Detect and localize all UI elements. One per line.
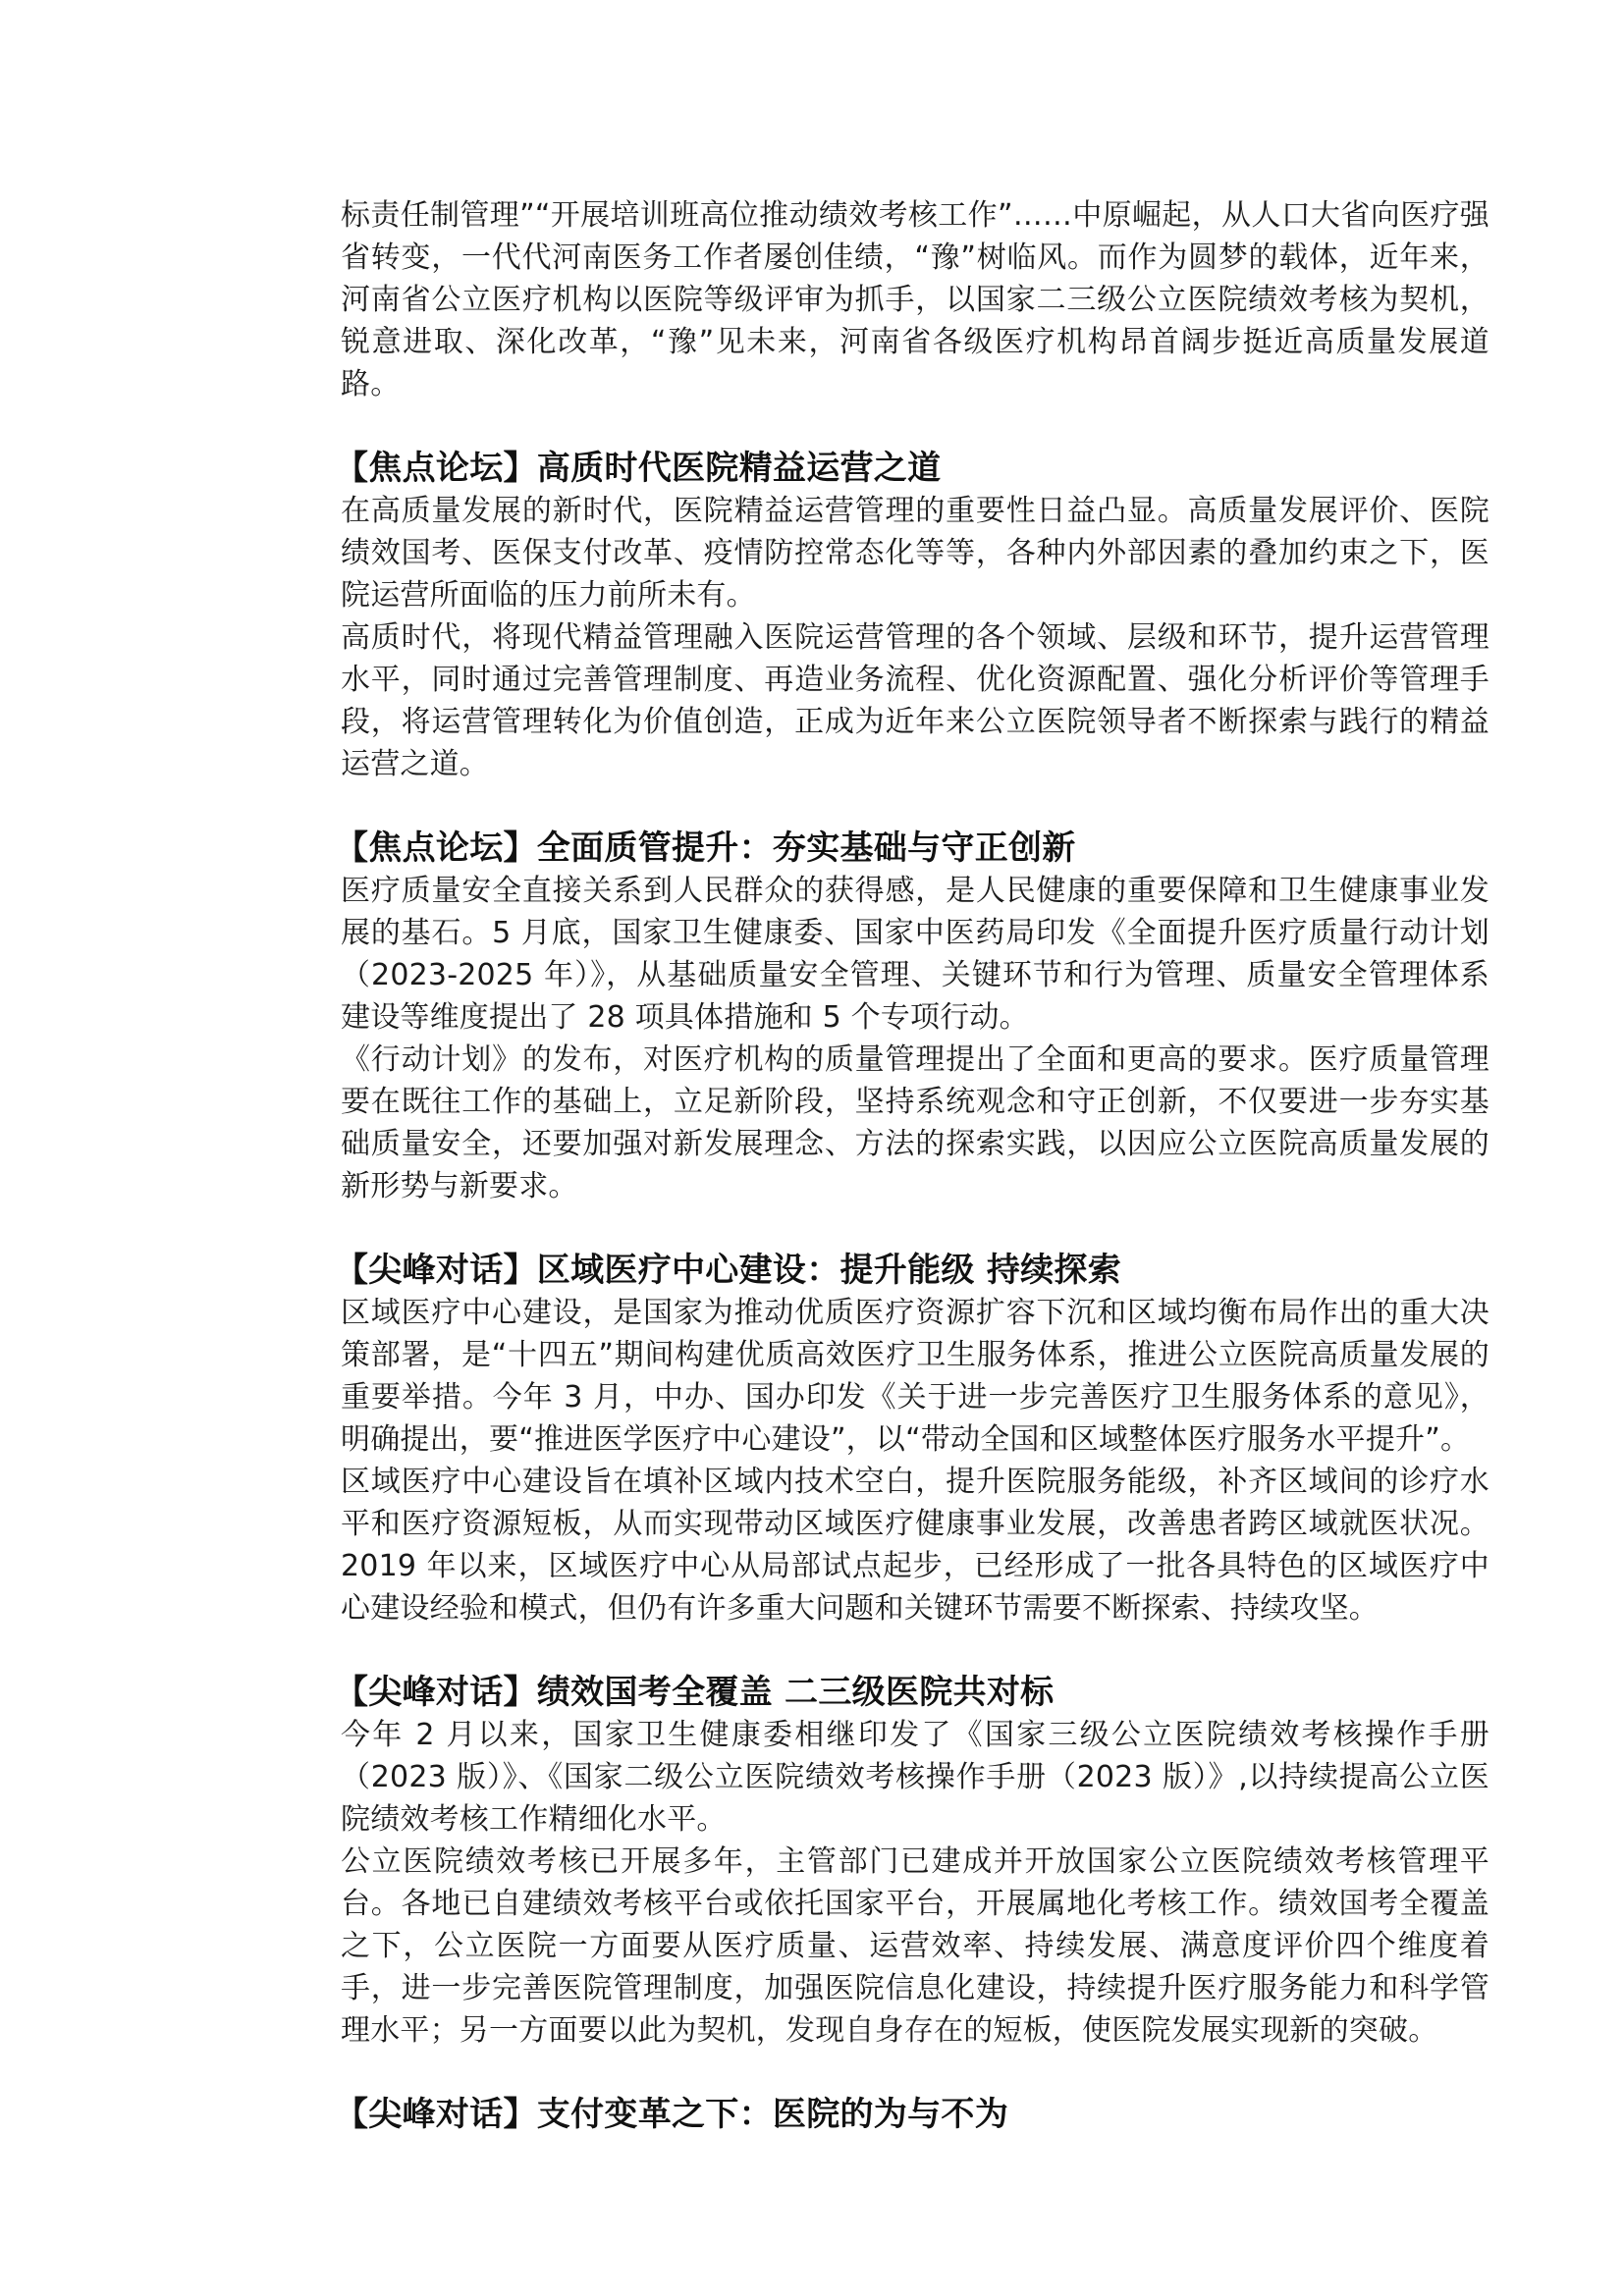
section-title: 【尖峰对话】区域医疗中心建设：提升能级 持续探索 bbox=[335, 1251, 1122, 1290]
section-paragraph: 区域医疗中心建设，是国家为推动优质医疗资源扩容下沉和区域均衡布局作出的重大决策部署，是“十四五”期间构建优质高效医疗卫生服务体系，推进公立医院高质量发展的重要举措。今年 3 月，中办、国办印发《关于进一步完善医疗卫生服务体系的意见》，明确提出，要“推进医学医疗中心建设”，以“带动全国和区域整体医疗服务水平提升”。 bbox=[341, 1296, 1489, 1457]
section-title: 【焦点论坛】全面质管提升：夯实基础与守正创新 bbox=[335, 828, 1076, 868]
section-paragraph: 在高质量发展的新时代，医院精益运营管理的重要性日益凸显。高质量发展评价、医院绩效国考、医保支付改革、疫情防控常态化等等，各种内外部因素的叠加约束之下，医院运营所面临的压力前所未有。 bbox=[341, 494, 1489, 613]
section-quality-management bbox=[335, 828, 1489, 1207]
section-regional-medical-center bbox=[335, 1250, 1489, 1629]
section-performance-assessment bbox=[335, 1672, 1489, 2052]
section-paragraph: 区域医疗中心建设旨在填补区域内技术空白，提升医院服务能级，补齐区域间的诊疗水平和医疗资源短板，从而实现带动区域医疗健康事业发展，改善患者跨区域就医状况。2019 年以来，区域医疗中心从局部试点起步，已经形成了一批各具特色的区域医疗中心建设经验和模式，但仍有许多重大问题和关键环节需要不断探索、持续攻坚。 bbox=[341, 1465, 1489, 1626]
section-title: 【尖峰对话】支付变革之下：医院的为与不为 bbox=[335, 2095, 1008, 2134]
intro-paragraph: 标责任制管理”“开展培训班高位推动绩效考核工作”……中原崛起，从人口大省向医疗强省转变，一代代河南医务工作者屡创佳绩，“豫”树临风。而作为圆梦的载体，近年来，河南省公立医疗机构以医院等级评审为抓手，以国家二三级公立医院绩效考核为契机，锐意进取、深化改革，“豫”见未来，河南省各级医疗机构昂首阔步挺近高质量发展道路。 bbox=[341, 198, 1489, 401]
section-paragraph: 今年 2 月以来，国家卫生健康委相继印发了《国家三级公立医院绩效考核操作手册（2023 版）》、《国家二级公立医院绩效考核操作手册（2023 版）》,以持续提高公立医院绩效考核工作精细化水平。 bbox=[341, 1718, 1489, 1837]
section-paragraph: 《行动计划》的发布，对医疗机构的质量管理提出了全面和更高的要求。医疗质量管理要在既往工作的基础上，立足新阶段，坚持系统观念和守正创新，不仅要进一步夯实基础质量安全，还要加强对新发展理念、方法的探索实践，以因应公立医院高质量发展的新形势与新要求。 bbox=[341, 1042, 1489, 1203]
section-payment-reform bbox=[335, 2094, 1489, 2136]
section-lean-operation bbox=[335, 448, 1489, 785]
document-page bbox=[335, 194, 1489, 2136]
section-paragraph: 高质时代，将现代精益管理融入医院运营管理的各个领域、层级和环节，提升运营管理水平，同时通过完善管理制度、再造业务流程、优化资源配置、强化分析评价等管理手段，将运营管理转化为价值创造，正成为近年来公立医院领导者不断探索与践行的精益运营之道。 bbox=[341, 620, 1489, 781]
intro-block bbox=[341, 194, 1489, 405]
section-title: 【尖峰对话】绩效国考全覆盖 二三级医院共对标 bbox=[335, 1673, 1055, 1712]
section-paragraph: 医疗质量安全直接关系到人民群众的获得感，是人民健康的重要保障和卫生健康事业发展的基石。5 月底，国家卫生健康委、国家中医药局印发《全面提升医疗质量行动计划（2023-2025 年）》，从基础质量安全管理、关键环节和行为管理、质量安全管理体系建设等维度提出了 28 项具体措施和 5 个专项行动。 bbox=[341, 874, 1489, 1035]
section-title: 【焦点论坛】高质时代医院精益运营之道 bbox=[335, 449, 942, 488]
section-paragraph: 公立医院绩效考核已开展多年，主管部门已建成并开放国家公立医院绩效考核管理平台。各地已自建绩效考核平台或依托国家平台，开展属地化考核工作。绩效国考全覆盖之下，公立医院一方面要从医疗质量、运营效率、持续发展、满意度评价四个维度着手，进一步完善医院管理制度，加强医院信息化建设，持续提升医疗服务能力和科学管理水平；另一方面要以此为契机，发现自身存在的短板，使医院发展实现新的突破。 bbox=[341, 1844, 1489, 2048]
